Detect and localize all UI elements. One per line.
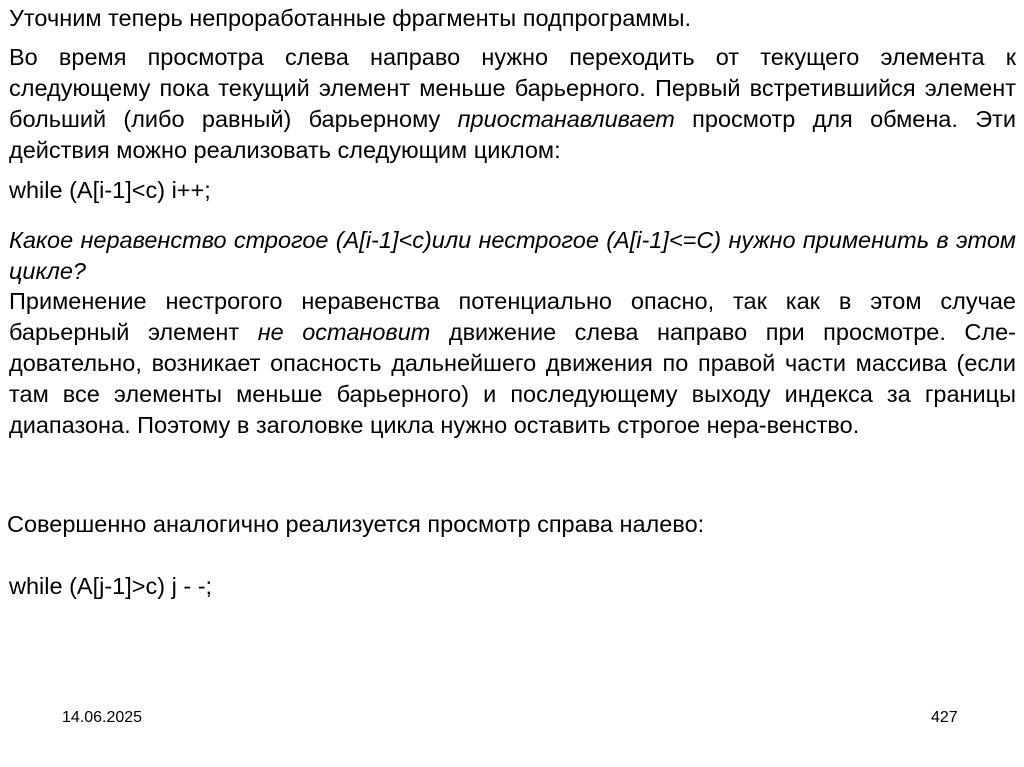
paragraph-left-to-right [9,42,1016,166]
paragraph-left-to-right-part2: просмотр для обмена. Эти действия можно реализовать следующим циклом: [9,106,1016,163]
paragraph-explanation [9,286,1016,441]
paragraph-explanation-italic: не остановит [257,319,431,345]
paragraph-right-to-left: Совершенно аналогично реализуется просмотр справа налево: [7,511,705,537]
paragraph-explanation-part2: движение слева направо при просмотре. Сле-довательно, возникает опасность дальнейшего движения по правой части массива (если там все элементы меньше барьерного) и последующему выходу индекса за границы диапазона. Поэтому в заголовке цикла нужно оставить строгое нера-венство. [9,319,1017,438]
intro-text: Уточним теперь непроработанные фрагменты подпрограммы. [9,5,692,31]
code-loop-i: while (A[i-1]<c) i++; [9,177,211,203]
code-loop-j: while (A[j-1]>c) j - -; [9,573,213,599]
paragraph-left-to-right-italic: приостанавливает [457,106,675,132]
paragraph-left-to-right-part1: Во время просмотра слева направо нужно переходить от текущего элемента к следующему пока текущий элемент меньше барьерного. Первый встретившийся элемент больший (либо равный) барьерному [9,44,1016,132]
page-number: 427 [931,709,958,726]
question-text: Какое неравенство строгое (A[i-1]<c)или нестрогое (A[i-1]<=C) нужно применить в этом цикле? [9,227,1016,284]
footer-date: 14.06.2025 [62,709,143,726]
paragraph-explanation-part1: Применение нестрогого неравенства потенциально опасно, так как в этом случае барьерный элемент [9,288,1016,345]
